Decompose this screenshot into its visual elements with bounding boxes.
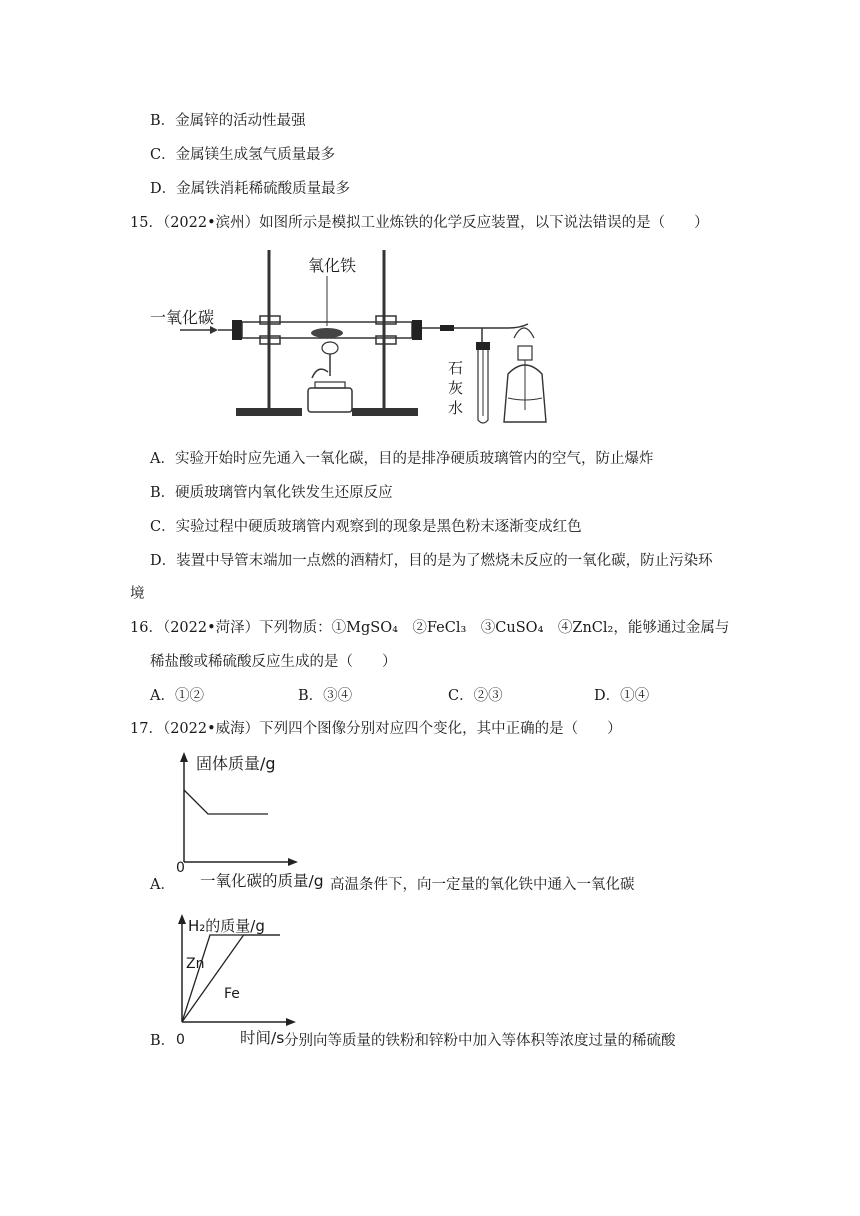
q14-option-d: D．金属铁消耗稀硫酸质量最多 (150, 181, 351, 197)
q16-choice-b: B．③④ (298, 688, 353, 704)
q16-stem-line2: 稀盐酸或稀硫酸反应生成的是（ ） (150, 654, 397, 670)
q17-stem: 17．（2022•威海）下列四个图像分别对应四个变化，其中正确的是（ ） (130, 721, 622, 737)
q16-stem-line1: 16．（2022•菏泽）下列物质：①MgSO₄ ②FeCl₃ ③CuSO₄ ④ZnCl₂，能够通过金属与 (130, 620, 730, 636)
q17-option-a-desc: 高温条件下，向一定量的氧化铁中通入一氧化碳 (330, 877, 635, 893)
q15-option-d-continued: 境 (130, 586, 145, 602)
q14-option-c: C．金属镁生成氢气质量最多 (150, 147, 336, 163)
limewater-label-1: 石 (448, 359, 464, 377)
co-label: 一氧化碳 (150, 308, 215, 327)
q17-option-a-letter: A． (150, 877, 175, 893)
fe2o3-label: 氧化铁 (308, 256, 357, 275)
graph-a-ylabel: 固体质量/g (196, 754, 276, 773)
q15-option-d: D．装置中导管末端加一点燃的酒精灯，目的是为了燃烧未反应的一氧化碳，防止污染环 (150, 553, 713, 569)
graph-b-zn-label: Zn (186, 956, 205, 972)
graph-b-fe-line (182, 935, 280, 1022)
graph-b-ylabel: H₂的质量/g (188, 917, 265, 935)
q14-option-b: B．金属锌的活动性最强 (150, 113, 306, 129)
graph-a-xlabel: 一氧化碳的质量/g (200, 872, 324, 890)
q15-option-c: C．实验过程中硬质玻璃管内观察到的现象是黑色粉末逐渐变成红色 (150, 519, 582, 535)
q15-apparatus-figure (140, 248, 560, 428)
q17-option-b-desc: 分别向等质量的铁粉和锌粉中加入等体积等浓度过量的稀硫酸 (284, 1033, 676, 1049)
q16-choice-c: C．②③ (448, 688, 503, 704)
graph-a-origin: 0 (176, 860, 185, 876)
q17-graph-b (160, 912, 360, 1042)
graph-a-y-arrow (180, 752, 188, 762)
graph-b-y-arrow (178, 914, 186, 924)
q16-choice-a: A．①② (150, 688, 204, 704)
graph-b-xlabel: 时间/s (240, 1029, 285, 1047)
q15-option-a: A．实验开始时应先通入一氧化碳，目的是排净硬质玻璃管内的空气，防止爆炸 (150, 451, 654, 467)
q16-choice-d: D．①④ (594, 688, 650, 704)
q15-stem: 15．（2022•滨州）如图所示是模拟工业炼铁的化学反应装置，以下说法错误的是（ ） (130, 215, 709, 231)
limewater-label-2: 灰 (448, 379, 464, 397)
graph-b-origin: 0 (176, 1032, 185, 1048)
graph-b-fe-label: Fe (224, 986, 240, 1002)
q17-option-b-letter: B． (150, 1033, 176, 1049)
graph-b-x-arrow (286, 1018, 296, 1026)
limewater-label-3: 水 (448, 399, 464, 417)
graph-a-solid-mass-line (184, 790, 268, 814)
graph-a-x-arrow (288, 858, 298, 866)
q15-option-b: B．硬质玻璃管内氧化铁发生还原反应 (150, 485, 393, 501)
graph-b-zn-line (182, 935, 280, 1022)
